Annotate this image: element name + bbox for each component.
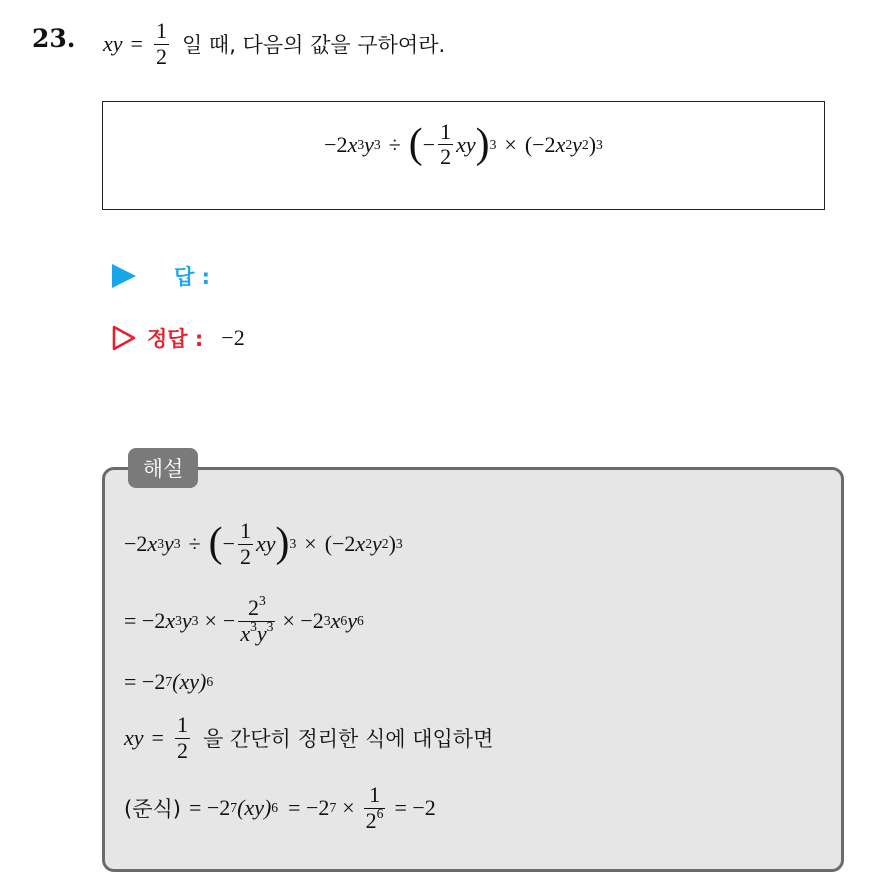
var-x: x xyxy=(165,608,176,633)
power-fraction xyxy=(364,783,386,832)
fraction-denominator: $2^6$ xyxy=(365,805,384,833)
var-x: x xyxy=(355,531,366,556)
power-fraction xyxy=(238,593,275,646)
outline-triangle-icon xyxy=(111,325,137,351)
right-paren: ) xyxy=(275,520,290,567)
half-fraction xyxy=(238,519,253,568)
var-y: y xyxy=(347,608,357,633)
expression-box xyxy=(102,101,825,210)
solution-line-1: −2 x 3 y 3 ÷ ( − $\frac{1}{2}$ xy ) 3 × (−2 x 2 y 2 ) 3 xyxy=(124,518,403,569)
half-fraction xyxy=(175,713,190,762)
correct-answer-label: 정답 : xyxy=(147,327,204,351)
substitution-text: 을 간단히 정리한 식에 대입하면 xyxy=(202,727,494,751)
var-y: y xyxy=(364,131,374,157)
final-result: = −2 xyxy=(394,795,436,820)
times-sign: × xyxy=(342,795,355,820)
divide-sign: ÷ xyxy=(388,131,401,157)
fraction-denominator: $x^3y^3$ xyxy=(240,618,274,646)
condition-lhs: xy xyxy=(103,31,123,56)
half-fraction xyxy=(154,19,169,68)
fraction-numerator: 1 xyxy=(155,18,167,44)
var-y: y xyxy=(164,531,174,556)
tail-open: (−2 xyxy=(524,131,556,157)
fraction-numerator: $2^3$ xyxy=(238,596,275,621)
var-y: y xyxy=(372,531,382,556)
times-sign: × xyxy=(504,131,517,157)
var-xy: xy xyxy=(256,531,276,556)
var-x: x xyxy=(147,531,158,556)
minus-sign: − xyxy=(422,131,436,157)
expression-label: (준식) xyxy=(124,797,181,821)
times-sign: × xyxy=(204,608,217,633)
question-text: 일 때, 다음의 값을 구하여라. xyxy=(181,33,446,57)
answer-row xyxy=(112,259,210,293)
fraction-numerator: 1 xyxy=(440,119,452,144)
var-xy: (xy) xyxy=(172,669,207,694)
equals-lead: = −2 xyxy=(288,795,330,820)
play-triangle-icon xyxy=(112,264,136,288)
var-xy: (xy) xyxy=(237,795,272,820)
minus-sign: − xyxy=(222,608,236,633)
fraction-numerator: 1 xyxy=(364,783,386,808)
tail-close: ) xyxy=(588,131,597,157)
tail-open: (−2 xyxy=(324,531,356,556)
left-paren: ( xyxy=(408,120,423,167)
solution-line-4 xyxy=(124,706,493,770)
var-x: x xyxy=(347,131,358,157)
coef: −2 xyxy=(124,531,148,556)
solution-line-5: (준식) = −2 7 (xy) 6 = −2 7 × $\frac{1}{2^6}$ = −2 xyxy=(124,782,436,833)
correct-answer-value: −2 xyxy=(221,325,245,350)
condition-lhs: xy xyxy=(124,725,144,750)
equals-sign: = xyxy=(130,31,143,56)
fraction-denominator: 2 xyxy=(176,737,188,763)
boxed-expression: −2 x 3 y 3 ÷ ( − $\frac{1}{2}$ xy ) 3 × (−2 x 2 y 2 ) 3 xyxy=(324,119,603,170)
var-y: y xyxy=(181,608,192,633)
question-number: 23. xyxy=(32,24,76,53)
line-mid: × −2 xyxy=(282,608,324,633)
line-lead: = −2 xyxy=(124,608,166,633)
correct-answer-row xyxy=(111,321,245,355)
fraction-denominator: 2 xyxy=(155,43,167,69)
half-fraction xyxy=(438,120,453,169)
answer-label: 답 : xyxy=(174,265,210,289)
tail-close: ) xyxy=(388,531,396,556)
right-paren: ) xyxy=(475,120,490,167)
line-lead: = −2 xyxy=(124,669,166,694)
times-sign: × xyxy=(304,531,317,556)
var-x: x xyxy=(555,131,566,157)
solution-tag: 해설 xyxy=(128,448,198,488)
left-paren: ( xyxy=(208,520,223,567)
equals-lead: = −2 xyxy=(188,795,231,820)
coef: −2 xyxy=(324,131,348,157)
fraction-numerator: 1 xyxy=(176,712,188,738)
fraction-denominator: 2 xyxy=(240,543,251,569)
solution-line-2: = −2 x 3 y 3 × − $\frac{2^3}{x^3y^3}$ × −2 3 x 6 y 6 xyxy=(124,593,364,646)
var-x: x xyxy=(330,608,341,633)
var-y: y xyxy=(572,131,582,157)
var-xy: xy xyxy=(456,131,476,157)
solution-line-3: = −2 7 (xy) 6 xyxy=(124,669,214,694)
equals-sign: = xyxy=(151,725,164,750)
fraction-denominator: 2 xyxy=(440,144,452,170)
divide-sign: ÷ xyxy=(188,531,201,556)
minus-sign: − xyxy=(222,531,235,556)
question-line xyxy=(103,12,445,76)
fraction-numerator: 1 xyxy=(240,518,251,544)
